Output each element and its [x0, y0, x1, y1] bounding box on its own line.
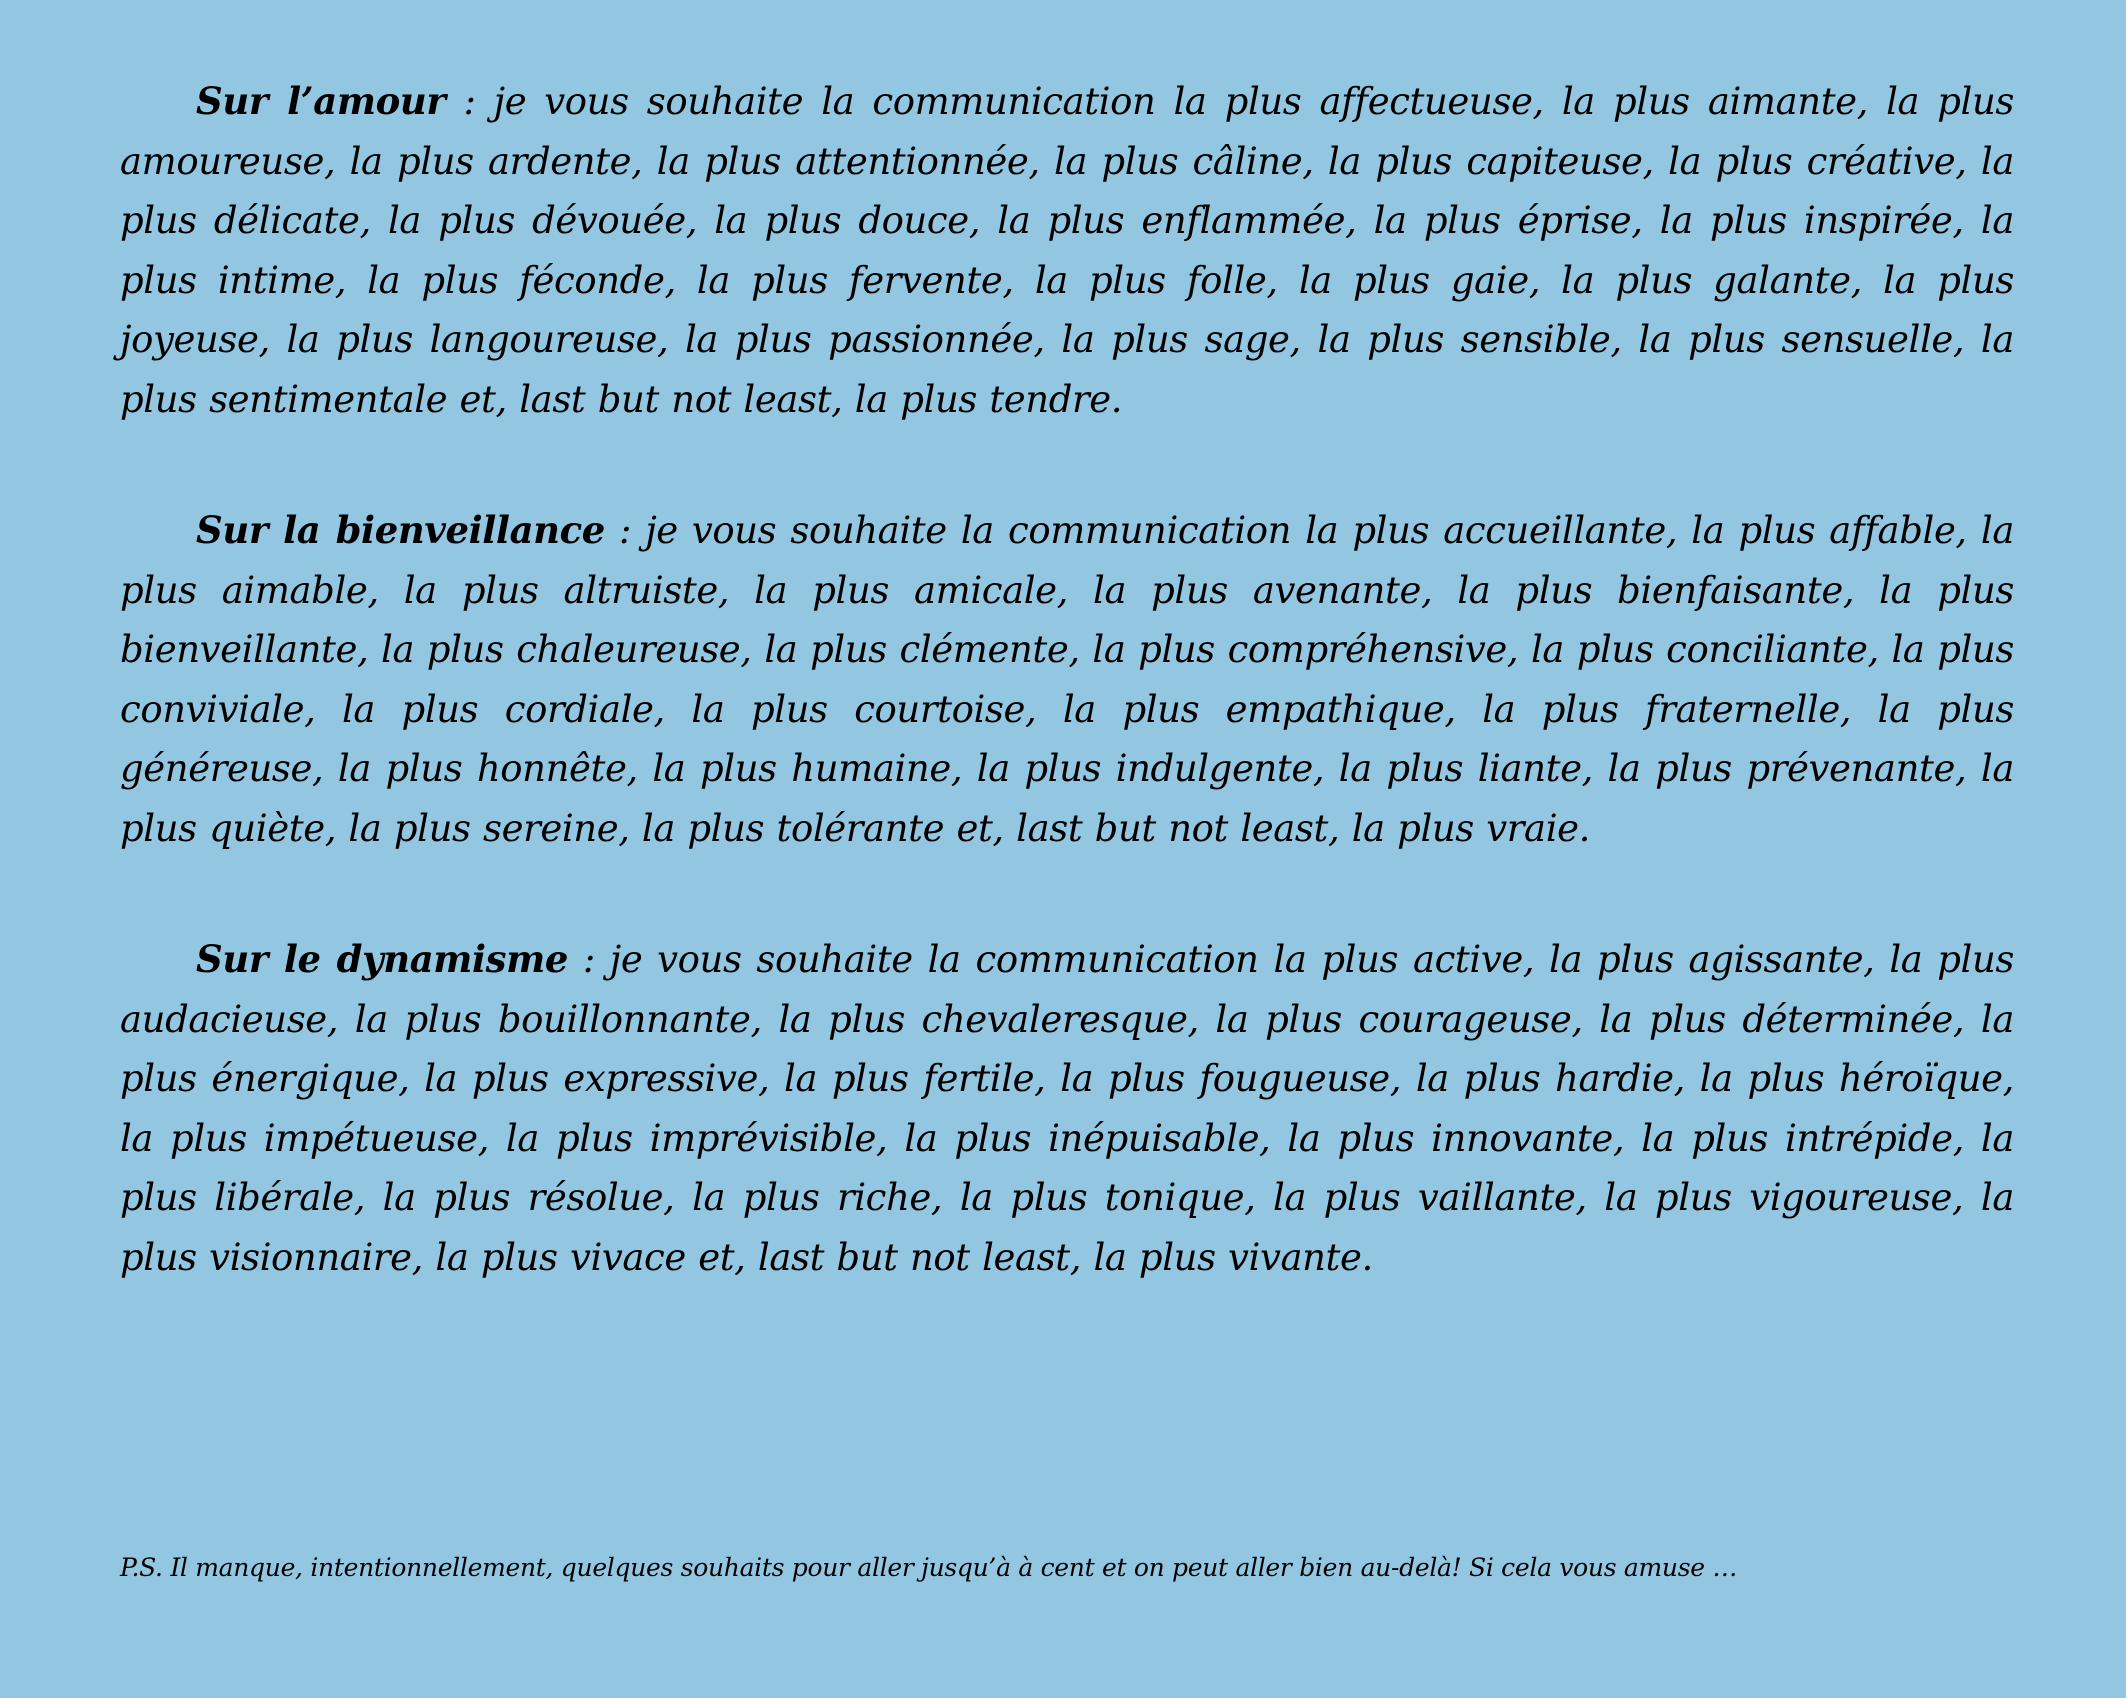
- heading-amour: Sur l’amour: [196, 79, 446, 123]
- paragraph-dynamisme: [120, 930, 2014, 1287]
- paragraph-bienveillance: [120, 501, 2014, 858]
- paragraph-amour: [120, 72, 2014, 429]
- heading-dynamisme: Sur le dynamisme: [196, 937, 569, 981]
- heading-bienveillance: Sur la bienveillance: [196, 508, 605, 552]
- body-bienveillance: : je vous souhaite la communication la plus accueillante, la plus affable, la plus aimable, la plus altruiste, la plus amicale, la plus avenante, la plus bienfaisante, la plus bienveillante, la plus chaleureuse, la plus clémente, la plus compréhensive, la plus conciliante, la plus conviviale, la plus cordiale, la plus courtoise, la plus empathique, la plus fraternelle, la plus généreuse, la plus honnête, la plus humaine, la plus indulgente, la plus liante, la plus prévenante, la plus quiète, la plus sereine, la plus tolérante et, last but not least, la plus vraie.: [120, 509, 2014, 850]
- body-amour: : je vous souhaite la communication la plus affectueuse, la plus aimante, la plus amoureuse, la plus ardente, la plus attentionnée, la plus câline, la plus capiteuse, la plus créative, la plus délicate, la plus dévouée, la plus douce, la plus enflammée, la plus éprise, la plus inspirée, la plus intime, la plus féconde, la plus fervente, la plus folle, la plus gaie, la plus galante, la plus joyeuse, la plus langoureuse, la plus passionnée, la plus sage, la plus sensible, la plus sensuelle, la plus sentimentale et, last but not least, la plus tendre.: [120, 80, 2014, 421]
- body-dynamisme: : je vous souhaite la communication la plus active, la plus agissante, la plus audacieuse, la plus bouillonnante, la plus chevaleresque, la plus courageuse, la plus déterminée, la plus énergique, la plus expressive, la plus fertile, la plus fougueuse, la plus hardie, la plus héroïque, la plus impétueuse, la plus imprévisible, la plus inépuisable, la plus innovante, la plus intrépide, la plus libérale, la plus résolue, la plus riche, la plus tonique, la plus vaillante, la plus vigoureuse, la plus visionnaire, la plus vivace et, last but not least, la plus vivante.: [120, 938, 2015, 1279]
- postscript: P.S. Il manque, intentionnellement, quelques souhaits pour aller jusqu’à à cent et on peut aller bien au-delà! Si cela vous amuse …: [120, 1553, 1738, 1582]
